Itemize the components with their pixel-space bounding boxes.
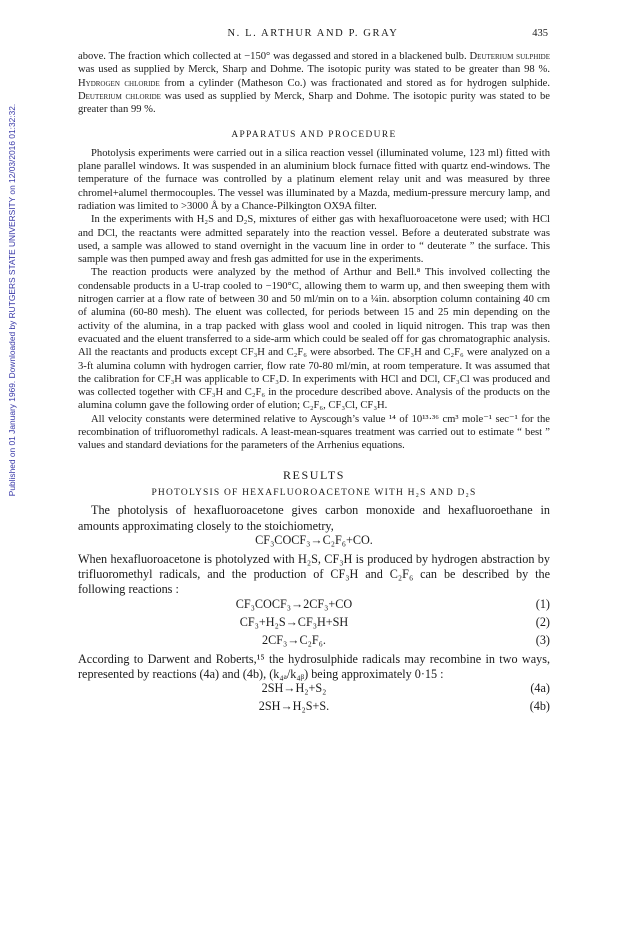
equation-3 xyxy=(78,634,550,652)
equation-formula: CF₃+H₂S→CF₃H+SH xyxy=(239,614,349,629)
page-number: 435 xyxy=(532,28,548,39)
equation-formula: 2SH→H₂+S₂ xyxy=(261,681,327,696)
running-header-authors: N. L. ARTHUR AND P. GRAY xyxy=(227,28,399,39)
paragraph-velocity-constants: All velocity constants were determined relative to Ayscough’s value ¹⁴ of 10¹³·³⁶ cm³ mole⁻¹ sec⁻¹ for the recombination of trifluoromethyl radicals. A least-mean-squares treatment was carried out to estimate “ best ” values and standard deviations for the parameters of the Arrhenius equations. xyxy=(78,413,550,452)
equation-formula: CF₃COCF₃→C₂F₆+CO. xyxy=(255,532,373,547)
paragraph-above: above. The fraction which collected at −150° was degassed and stored in a blackened bulb. Deuterium sulphide was used as supplied by Merck, Sharp and Dohme. The isotopic purity was stated to be greater than 98 %. Hydrogen chloride from a cylinder (Matheson Co.) was fractionated and stored as for hydrogen sulphide. Deuterium chloride was used as supplied by Merck, Sharp and Dohme. The isotopic purity was stated to be greater than 99 %. xyxy=(78,51,551,116)
paragraph-reactions-intro: When hexafluoroacetone is photolyzed with H₂S, CF₃H is produced by hydrogen abstraction by trifluoromethyl radicals, and the production of CF₃H and C₂F₆ can be described by the following reactions : xyxy=(78,551,550,597)
term-deuterium-chloride: Deuterium chloride xyxy=(78,90,161,102)
section-heading-apparatus: APPARATUS AND PROCEDURE xyxy=(231,130,397,141)
term-hydrogen-chloride: Hydrogen chloride xyxy=(78,77,160,89)
equation-number: (4b) xyxy=(529,699,550,714)
equation-1 xyxy=(78,598,550,616)
paragraph-analysis: The reaction products were analyzed by the method of Arthur and Bell.⁸ This involved collecting the condensable products in a U-trap cooled to −190°C, allowing them to warm up, and then sweeping them with nitrogen carrier at a flow rate of between 30 and 50 ml/min on to a ¼in. absorption column containing 40 cm of alumina (60-80 mesh). The eluent was collected, for periods between 15 and 25 min depending on the activity of the alumina, in a trap packed with glass wool and cooled in liquid nitrogen. This trap was then evacuated and the eluent transferred to a side-arm which could be sealed off for gas chromatographic analysis. All the reactants and products except CF₃H and C₂F₆ were absorbed. The CF₃H and C₂F₆ were analyzed on a 3-ft alumina column with hydrogen carrier, flow rate 70-80 ml/min, at room temperature. It was assumed that the calibration for CF₃H was applicable to CF₃D. In experiments with HCl and DCl, CF₃Cl was produced and was collected together with CF₃H and C₂F₆ in the procedure described above. Analysis of the products on the alumina column gave the following order of elution; C₂F₆, CF₃Cl, CF₃H. xyxy=(78,267,550,412)
equation-number: (1) xyxy=(535,596,550,611)
equation-number: (4a) xyxy=(530,681,550,696)
equation-stoichiometry xyxy=(78,534,550,552)
running-header xyxy=(78,28,548,42)
equation-number: (3) xyxy=(535,632,550,647)
term-deuterium-sulphide: Deuterium sulphide xyxy=(469,51,551,62)
paragraph-deuteration: In the experiments with H₂S and D₂S, mixtures of either gas with hexafluoroacetone were used; with HCl and DCl, the reactants were admitted separately into the reaction vessel. Before a deuterated substrate was used, a sample was allowed to stand overnight in the vacuum line in order to “ deuterate ” the surface. This sample was then pumped away and fresh gas admitted for use in the experiments. xyxy=(78,214,550,266)
subsection-heading-photolysis: PHOTOLYSIS OF HEXAFLUOROACETONE WITH H₂S AND D₂S xyxy=(151,487,477,498)
equation-formula: 2SH→H₂S+S. xyxy=(258,699,330,714)
watermark-text: Published on 01 January 1969. Downloaded by RUTGERS STATE UNIVERSITY on 12/03/2016 01:32:32. xyxy=(7,103,17,497)
equation-4a xyxy=(78,682,550,700)
section-heading-results: RESULTS xyxy=(282,467,346,482)
paragraph-stoichiometry: The photolysis of hexafluoroacetone gives carbon monoxide and hexafluoroethane in amounts approximating closely to the stoichiometry, xyxy=(78,503,550,533)
paragraph-photolysis-setup: Photolysis experiments were carried out in a silica reaction vessel (illuminated volume, 123 ml) fitted with plane parallel windows. It was suspended in an aluminium block furnace fitted with quartz end-windows. The temperature of the furnace was controlled by a platinum element relay unit and was measured by three chromel+alumel thermocouples. The vessel was illuminated by a Mazda, medium-pressure mercury lamp, and radiation was limited to >3000 Å by a Chance-Pilkington OX9A filter. xyxy=(78,147,550,212)
equation-4b xyxy=(78,700,550,718)
equation-formula: CF₃COCF₃→2CF₃+CO xyxy=(235,596,353,611)
equation-formula: 2CF₃→C₂F₆. xyxy=(262,632,326,647)
equation-2 xyxy=(78,616,550,634)
equation-number: (2) xyxy=(535,614,550,629)
article-body xyxy=(78,50,550,718)
download-watermark xyxy=(5,0,19,600)
paragraph-darwent-roberts: According to Darwent and Roberts,¹⁵ the hydrosulphide radicals may recombine in two ways, represented by reactions (4a) and (4b), (k₄ₐ/k₄ᵦ) being approximately 0·15 : xyxy=(78,651,550,681)
